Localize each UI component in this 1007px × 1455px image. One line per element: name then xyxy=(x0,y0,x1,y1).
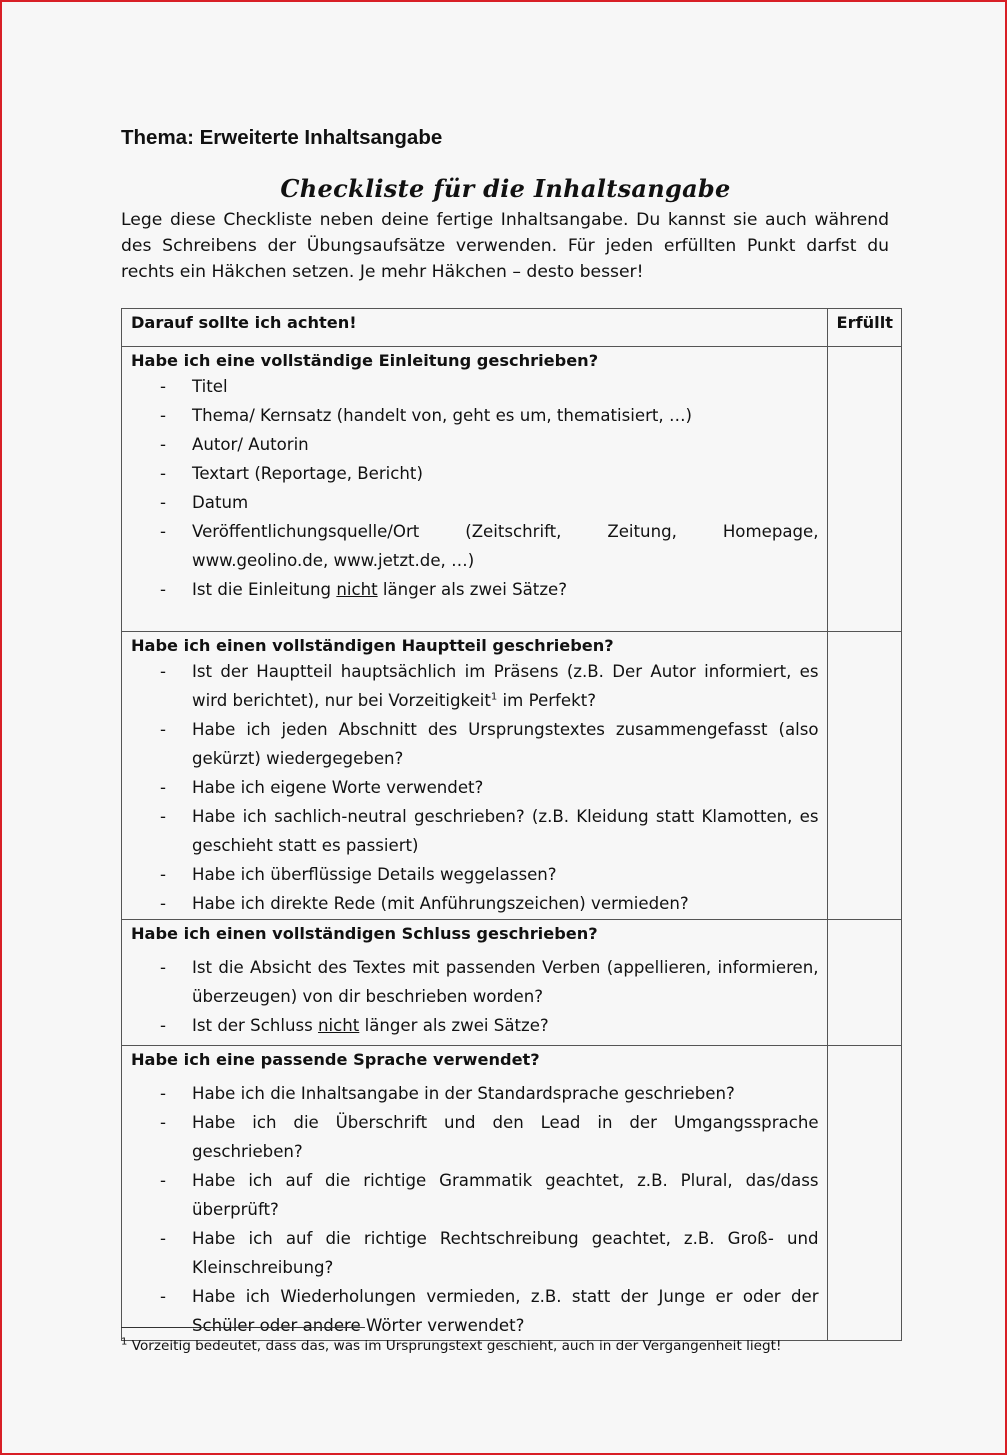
section-row-schluss xyxy=(122,920,902,1046)
list-item: - Ist die Einleitung nicht länger als zwei Sätze? xyxy=(160,580,568,599)
list-item: - Ist der Schluss nicht länger als zwei Sätze? xyxy=(160,1016,549,1035)
section-heading: Habe ich einen vollständigen Schluss geschrieben? xyxy=(131,924,598,943)
header-main: Darauf sollte ich achten! xyxy=(122,309,828,347)
table-header-row xyxy=(122,309,902,347)
list-item: - Autor/ Autorin xyxy=(160,435,309,454)
list-item: - Ist der Hauptteil hauptsächlich im Präsens (z.B. Der Autor informiert, es wird berichtet), nur bei Vorzeitigkeit$^1$ im Perfekt? xyxy=(160,662,819,710)
list-item: - Ist die Absicht des Textes mit passenden Verben (appellieren, informieren, überzeugen) von dir beschrieben worden? xyxy=(160,958,819,1006)
section-heading: Habe ich eine passende Sprache verwendet? xyxy=(131,1050,540,1069)
checklist-title: Checkliste für die Inhaltsangabe xyxy=(280,174,731,203)
section-cell xyxy=(122,632,828,920)
list-item: - Thema/ Kernsatz (handelt von, geht es um, thematisiert, …) xyxy=(160,406,693,425)
item-list xyxy=(122,372,827,604)
section-row-sprache xyxy=(122,1046,902,1341)
list-item: - Habe ich die Überschrift und den Lead in der Umgangssprache geschrieben? xyxy=(160,1113,819,1161)
section-row-einleitung xyxy=(122,347,902,632)
list-item: - Habe ich direkte Rede (mit Anführungszeichen) vermieden? xyxy=(160,894,689,913)
list-item: - Textart (Reportage, Bericht) xyxy=(160,464,423,483)
item-list xyxy=(122,953,827,1040)
footnote-mark: 1 xyxy=(121,1336,128,1348)
list-item: - Datum xyxy=(160,493,249,512)
list-item: - Habe ich jeden Abschnitt des Ursprungstextes zusammengefasst (also gekürzt) wiedergegeben? xyxy=(160,720,819,768)
header-fulfilled: Erfüllt xyxy=(827,309,901,347)
item-list xyxy=(122,1079,827,1340)
item-list xyxy=(122,657,827,918)
list-item: - Veröffentlichungsquelle/Ort (Zeitschrift, Zeitung, Homepage, www.geolino.de, www.jetzt.de, …) xyxy=(160,522,819,570)
checklist-table xyxy=(121,308,902,1341)
list-item: - Habe ich sachlich-neutral geschrieben? (z.B. Kleidung statt Klamotten, es geschieht statt es passiert) xyxy=(160,807,819,855)
section-cell xyxy=(122,920,828,1046)
list-item: - Habe ich überflüssige Details weggelassen? xyxy=(160,865,557,884)
section-cell xyxy=(122,1046,828,1341)
list-item: - Habe ich die Inhaltsangabe in der Standardsprache geschrieben? xyxy=(160,1084,735,1103)
intro-paragraph: Lege diese Checkliste neben deine fertige Inhaltsangabe. Du kannst sie auch während des Schreibens der Übungsaufsätze verwenden. Für jeden erfüllten Punkt darfst du rechts ein Häkchen setzen. Je mehr Häkchen – desto besser! xyxy=(121,210,889,282)
footnote-reference: 1 xyxy=(490,691,498,703)
footnote-text: Vorzeitig bedeutet, dass das, was im Ursprungstext geschieht, auch in der Vergangenheit liegt! xyxy=(127,1338,782,1354)
section-row-hauptteil xyxy=(122,632,902,920)
list-item: - Habe ich Wiederholungen vermieden, z.B. statt der Junge er oder der Schüler oder andere Wörter verwendet? xyxy=(160,1287,819,1335)
footnote-separator xyxy=(121,1327,365,1328)
section-heading: Habe ich einen vollständigen Hauptteil geschrieben? xyxy=(131,636,614,655)
topic-heading: Thema: Erweiterte Inhaltsangabe xyxy=(121,126,443,149)
section-heading: Habe ich eine vollständige Einleitung geschrieben? xyxy=(131,351,599,370)
list-item: - Titel xyxy=(160,377,228,396)
checkbox-cell[interactable] xyxy=(827,920,901,1046)
footnote xyxy=(121,1338,781,1354)
list-item: - Habe ich auf die richtige Rechtschreibung geachtet, z.B. Groß- und Kleinschreibung? xyxy=(160,1229,819,1277)
checkbox-cell[interactable] xyxy=(827,632,901,920)
list-item: - Habe ich eigene Worte verwendet? xyxy=(160,778,484,797)
section-cell xyxy=(122,347,828,632)
checkbox-cell[interactable] xyxy=(827,1046,901,1341)
list-item: - Habe ich auf die richtige Grammatik geachtet, z.B. Plural, das/dass überprüft? xyxy=(160,1171,819,1219)
checkbox-cell[interactable] xyxy=(827,347,901,632)
